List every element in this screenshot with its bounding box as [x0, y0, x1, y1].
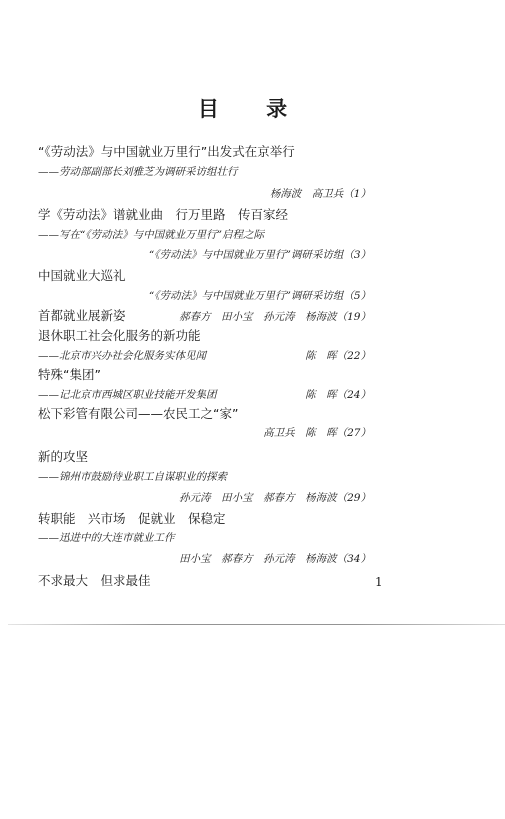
toc-entry-title: 退休职工社会化服务的新功能 — [38, 328, 201, 343]
page-title: 目 录 — [197, 97, 308, 121]
toc-entry-subtitle: ——写在“《劳动法》与中国就业万里行”启程之际 — [38, 229, 264, 241]
toc-entry-subtitle: ——锦州市鼓励待业职工自谋职业的探索 — [38, 471, 227, 483]
toc-entry-title: 学《劳动法》谱就业曲 行万里路 传百家经 — [38, 207, 289, 222]
toc-entry-subtitle: ——迅进中的大连市就业工作 — [38, 532, 175, 544]
toc-entry-byline: 高卫兵 陈 晖（27） — [263, 427, 371, 439]
toc-entry-title: 中国就业大巡礼 — [38, 268, 126, 283]
toc-entry-title: 松下彩管有限公司——农民工之“家” — [38, 406, 239, 421]
toc-entry-title: 特殊“集团” — [38, 367, 101, 382]
toc-entry-byline: 杨海波 高卫兵（1） — [269, 188, 371, 200]
toc-entry-subtitle: ——北京市兴办社会化服务实体见闻 — [38, 350, 206, 362]
toc-entry-byline: “《劳动法》与中国就业万里行”调研采访组（3） — [148, 249, 371, 261]
toc-entry-byline: 陈 晖（22） — [305, 350, 371, 362]
toc-entry-title: “《劳动法》与中国就业万里行”出发式在京举行 — [38, 144, 295, 159]
toc-entry-title: 不求最大 但求最佳 — [38, 573, 151, 588]
toc-entry-byline: 陈 晖（24） — [305, 389, 371, 401]
toc-entry-title: 首都就业展新姿 — [38, 308, 126, 323]
toc-entry-title: 转职能 兴市场 促就业 保稳定 — [38, 511, 226, 526]
page-edge-divider — [8, 624, 505, 625]
toc-entry-subtitle: ——劳动部副部长刘雅芝为调研采访组壮行 — [38, 166, 238, 178]
toc-entry-title: 新的攻坚 — [38, 449, 89, 464]
toc-entry-byline: “《劳动法》与中国就业万里行”调研采访组（5） — [148, 290, 371, 302]
toc-entry-byline: 郝春方 田小宝 孙元涛 杨海波（19） — [179, 311, 371, 323]
toc-entry-byline: 孙元涛 田小宝 郝春方 杨海波（29） — [179, 492, 371, 504]
toc-entry-subtitle: ——记北京市西城区职业技能开发集团 — [38, 389, 217, 401]
toc-entry-byline: 田小宝 郝春方 孙元涛 杨海波（34） — [179, 553, 371, 565]
page-number: 1 — [375, 575, 383, 589]
